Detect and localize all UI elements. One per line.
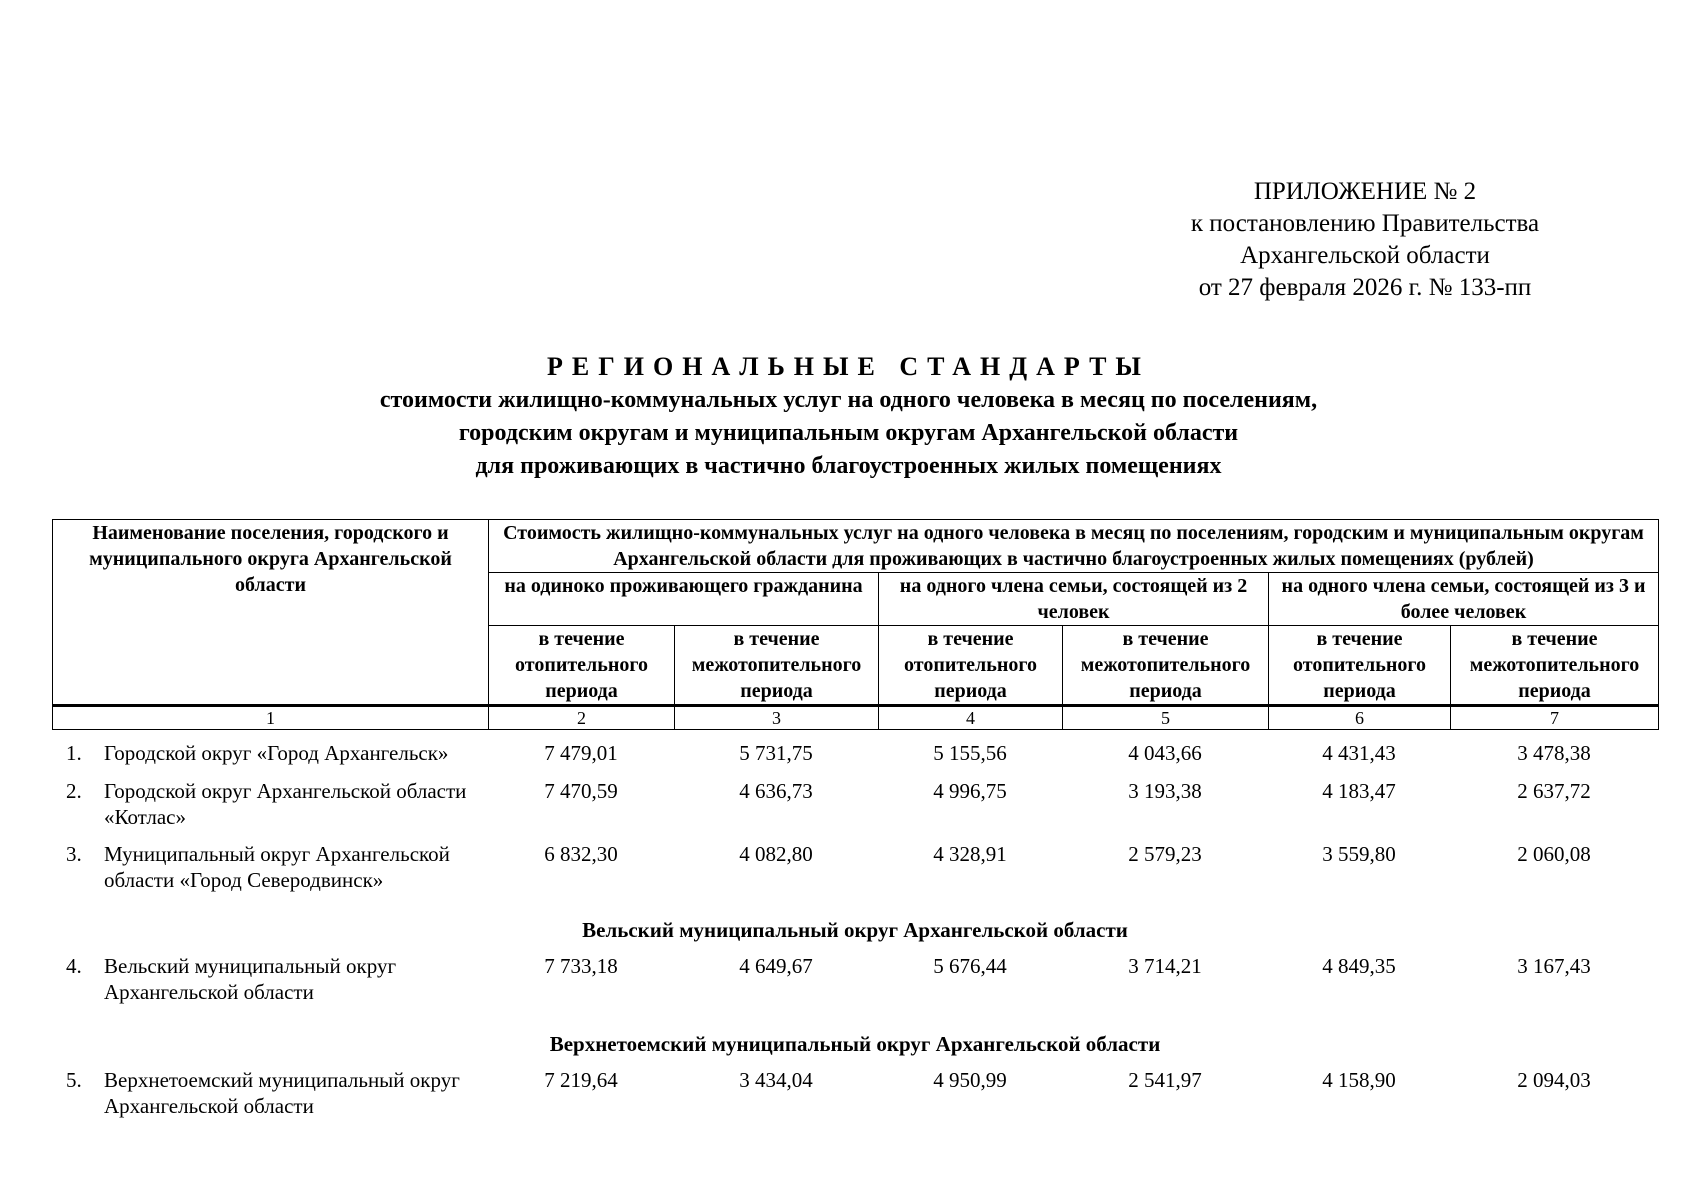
value-cell: 7 479,01 [544, 741, 618, 765]
value-cell: 4 649,67 [739, 954, 813, 978]
row-number: 5. [66, 1068, 82, 1092]
section-heading: Верхнетоемский муниципальный округ Архангельской области [549, 1032, 1161, 1056]
value-cell: 5 731,75 [739, 741, 813, 765]
col-number: 5 [1063, 706, 1269, 730]
value-cell: 2 060,08 [1517, 842, 1591, 866]
row-name: Городской округ «Город Архангельск» [104, 741, 449, 765]
value-cell: 4 950,99 [933, 1068, 1007, 1092]
header-name-column: Наименование поселения, городского и муниципального округа Архангельской области [53, 520, 489, 706]
appendix-region: Архангельской области [1240, 242, 1490, 269]
title-line-3: для проживающих в частично благоустроенных жилых помещениях [475, 453, 1222, 479]
header-heating: в течение отопительного периода [879, 626, 1063, 706]
table-row [52, 841, 1658, 901]
appendix-date: от 27 февраля 2026 г. № 133-пп [1198, 274, 1532, 301]
col-number: 4 [879, 706, 1063, 730]
row-number: 1. [66, 741, 82, 765]
header-group-two: на одного члена семьи, состоящей из 2 человек [879, 573, 1269, 626]
row-number: 3. [66, 842, 82, 866]
row-name: Городской округ Архангельской области «Котлас» [104, 779, 467, 829]
value-cell: 5 155,56 [933, 741, 1007, 765]
row-name: Вельский муниципальный округ Архангельской области [104, 954, 397, 1004]
row-number: 4. [66, 954, 82, 978]
header-nonheating: в течение межотопительного периода [1063, 626, 1269, 706]
value-cell: 7 733,18 [544, 954, 618, 978]
value-cell: 4 636,73 [739, 779, 813, 803]
value-cell: 4 849,35 [1322, 954, 1396, 978]
value-cell: 4 082,80 [739, 842, 813, 866]
value-cell: 2 637,72 [1517, 779, 1591, 803]
value-cell: 4 043,66 [1128, 741, 1202, 765]
value-cell: 7 470,59 [544, 779, 618, 803]
value-cell: 5 676,44 [933, 954, 1007, 978]
table-row [52, 1067, 1658, 1127]
title-main: РЕГИОНАЛЬНЫЕ СТАНДАРТЫ [547, 352, 1150, 381]
col-number: 1 [53, 706, 489, 730]
value-cell: 2 094,03 [1517, 1068, 1591, 1092]
header-group-single: на одиноко проживающего гражданина [489, 573, 879, 626]
appendix-resolution: к постановлению Правительства [1190, 210, 1540, 237]
col-number: 7 [1451, 706, 1659, 730]
col-number: 2 [489, 706, 675, 730]
value-cell: 2 541,97 [1128, 1068, 1202, 1092]
appendix-number: ПРИЛОЖЕНИЕ № 2 [1253, 178, 1477, 205]
value-cell: 4 431,43 [1322, 741, 1396, 765]
header-nonheating: в течение межотопительного периода [1451, 626, 1659, 706]
value-cell: 4 158,90 [1322, 1068, 1396, 1092]
header-heating: в течение отопительного периода [489, 626, 675, 706]
value-cell: 3 434,04 [739, 1068, 813, 1092]
col-number: 6 [1269, 706, 1451, 730]
document-title [0, 350, 1697, 483]
value-cell: 7 219,64 [544, 1068, 618, 1092]
title-line-1: стоимости жилищно-коммунальных услуг на одного человека в месяц по поселениям, [379, 387, 1318, 413]
value-cell: 3 559,80 [1322, 842, 1396, 866]
value-cell: 4 328,91 [933, 842, 1007, 866]
section-heading: Вельский муниципальный округ Архангельской области [582, 918, 1128, 942]
appendix-block [1140, 176, 1590, 304]
header-nonheating: в течение межотопительного периода [675, 626, 879, 706]
row-number: 2. [66, 779, 82, 803]
header-heating: в течение отопительного периода [1269, 626, 1451, 706]
row-name: Верхнетоемский муниципальный округ Архангельской области [104, 1068, 460, 1118]
header-cost: Стоимость жилищно-коммунальных услуг на одного человека в месяц по поселениям, городским и муниципальным округам Архангельской области для проживающих в частично благоустроенных жилых помещениях (рублей) [489, 520, 1659, 573]
value-cell: 4 996,75 [933, 779, 1007, 803]
table-header [52, 519, 1659, 730]
value-cell: 4 183,47 [1322, 779, 1396, 803]
value-cell: 3 714,21 [1128, 954, 1202, 978]
header-group-three: на одного члена семьи, состоящей из 3 и более человек [1269, 573, 1659, 626]
value-cell: 3 193,38 [1128, 779, 1202, 803]
value-cell: 2 579,23 [1128, 842, 1202, 866]
table-row [52, 953, 1658, 1013]
table-row [52, 778, 1658, 838]
title-line-2: городским округам и муниципальным округам Архангельской области [458, 420, 1239, 446]
col-number: 3 [675, 706, 879, 730]
value-cell: 3 167,43 [1517, 954, 1591, 978]
row-name: Муниципальный округ Архангельской области «Город Северодвинск» [104, 842, 450, 892]
value-cell: 6 832,30 [544, 842, 618, 866]
value-cell: 3 478,38 [1517, 741, 1591, 765]
